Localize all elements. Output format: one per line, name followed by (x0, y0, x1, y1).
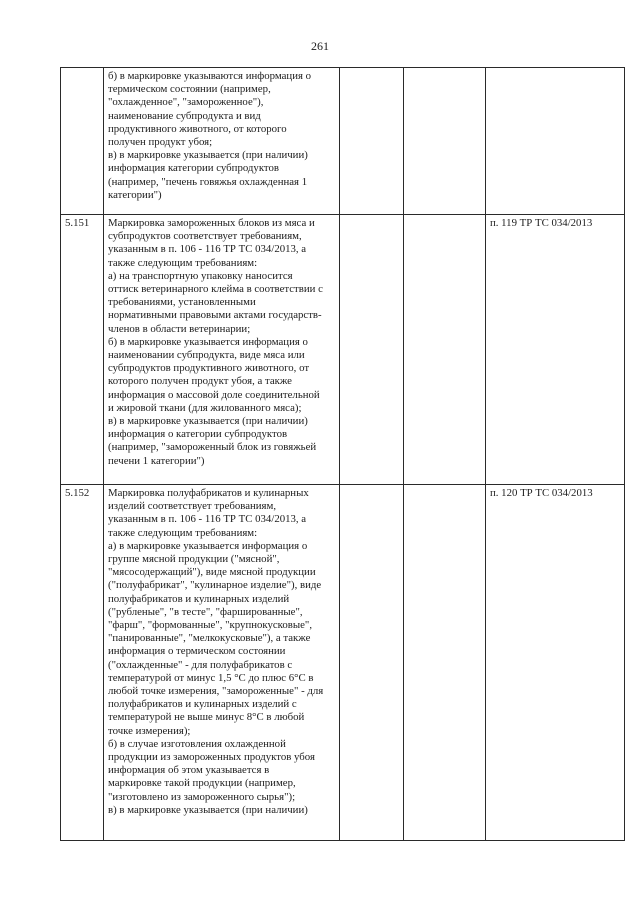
reference-cell: п. 119 ТР ТС 034/2013 (486, 215, 625, 485)
empty-cell (404, 68, 486, 215)
empty-cell (340, 68, 404, 215)
requirements-table (60, 67, 625, 841)
reference-cell (486, 68, 625, 215)
table-row (61, 215, 625, 485)
row-number (61, 68, 104, 215)
page-number: 261 (311, 39, 329, 53)
row-number: 5.152 (61, 485, 104, 841)
table-row (61, 68, 625, 215)
reference-cell: п. 120 ТР ТС 034/2013 (486, 485, 625, 841)
table-row (61, 485, 625, 841)
empty-cell (404, 215, 486, 485)
requirement-text: Маркировка полуфабрикатов и кулинарных изделий соответствует требованиям, указанным в п. 106 - 116 ТР ТС 034/2013, а также следующим требованиям: а) в маркировке указывается информация о группе мясной продукции ("мясной", "мясосодержащий"), виде мясной продукции ("полуфабрикат", "кулинарное изделие"), виде полуфабрикатов и кулинарных изделий ("рубленые", "в тесте", "фаршированные", "фарш", "формованные", "крупнокусковые", "панированные", "мелкокусковые"), а также информация о термическом состоянии ("охлажденные" - для полуфабрикатов с температурой от минус 1,5 °С до плюс 6°С в любой точке измерения, "замороженные" - для полуфабрикатов и кулинарных изделий с температурой не выше минус 8°С в любой точке измерения); б) в случае изготовления охлажденной продукции из замороженных продуктов убоя информация об этом указывается в маркировке такой продукции (например, "изготовлено из замороженного сырья"); в) в маркировке указывается (при наличии) (104, 485, 340, 841)
row-number: 5.151 (61, 215, 104, 485)
empty-cell (340, 485, 404, 841)
empty-cell (340, 215, 404, 485)
requirement-text: Маркировка замороженных блоков из мяса и субпродуктов соответствует требованиям, указанным в п. 106 - 116 ТР ТС 034/2013, а также следующим требованиям: а) на транспортную упаковку наносится оттиск ветеринарного клейма в соответствии с требованиями, установленными нормативными правовыми актами государств- членов в области ветеринарии; б) в маркировке указывается информация о наименовании субпродукта, виде мяса или субпродуктов продуктивного животного, от которого получен продукт убоя, а также информация о массовой доле соединительной и жировой ткани (для жилованного мяса); в) в маркировке указывается (при наличии) информация о категории субпродуктов (например, "замороженный блок из говяжьей печени 1 категории") (104, 215, 340, 485)
requirement-text: б) в маркировке указываются информация о термическом состоянии (например, "охлажденное", "замороженное"), наименование субпродукта и вид продуктивного животного, от которого получен продукт убоя; в) в маркировке указывается (при наличии) информация категории субпродуктов (например, "печень говяжья охлажденная 1 категории") (104, 68, 340, 215)
empty-cell (404, 485, 486, 841)
